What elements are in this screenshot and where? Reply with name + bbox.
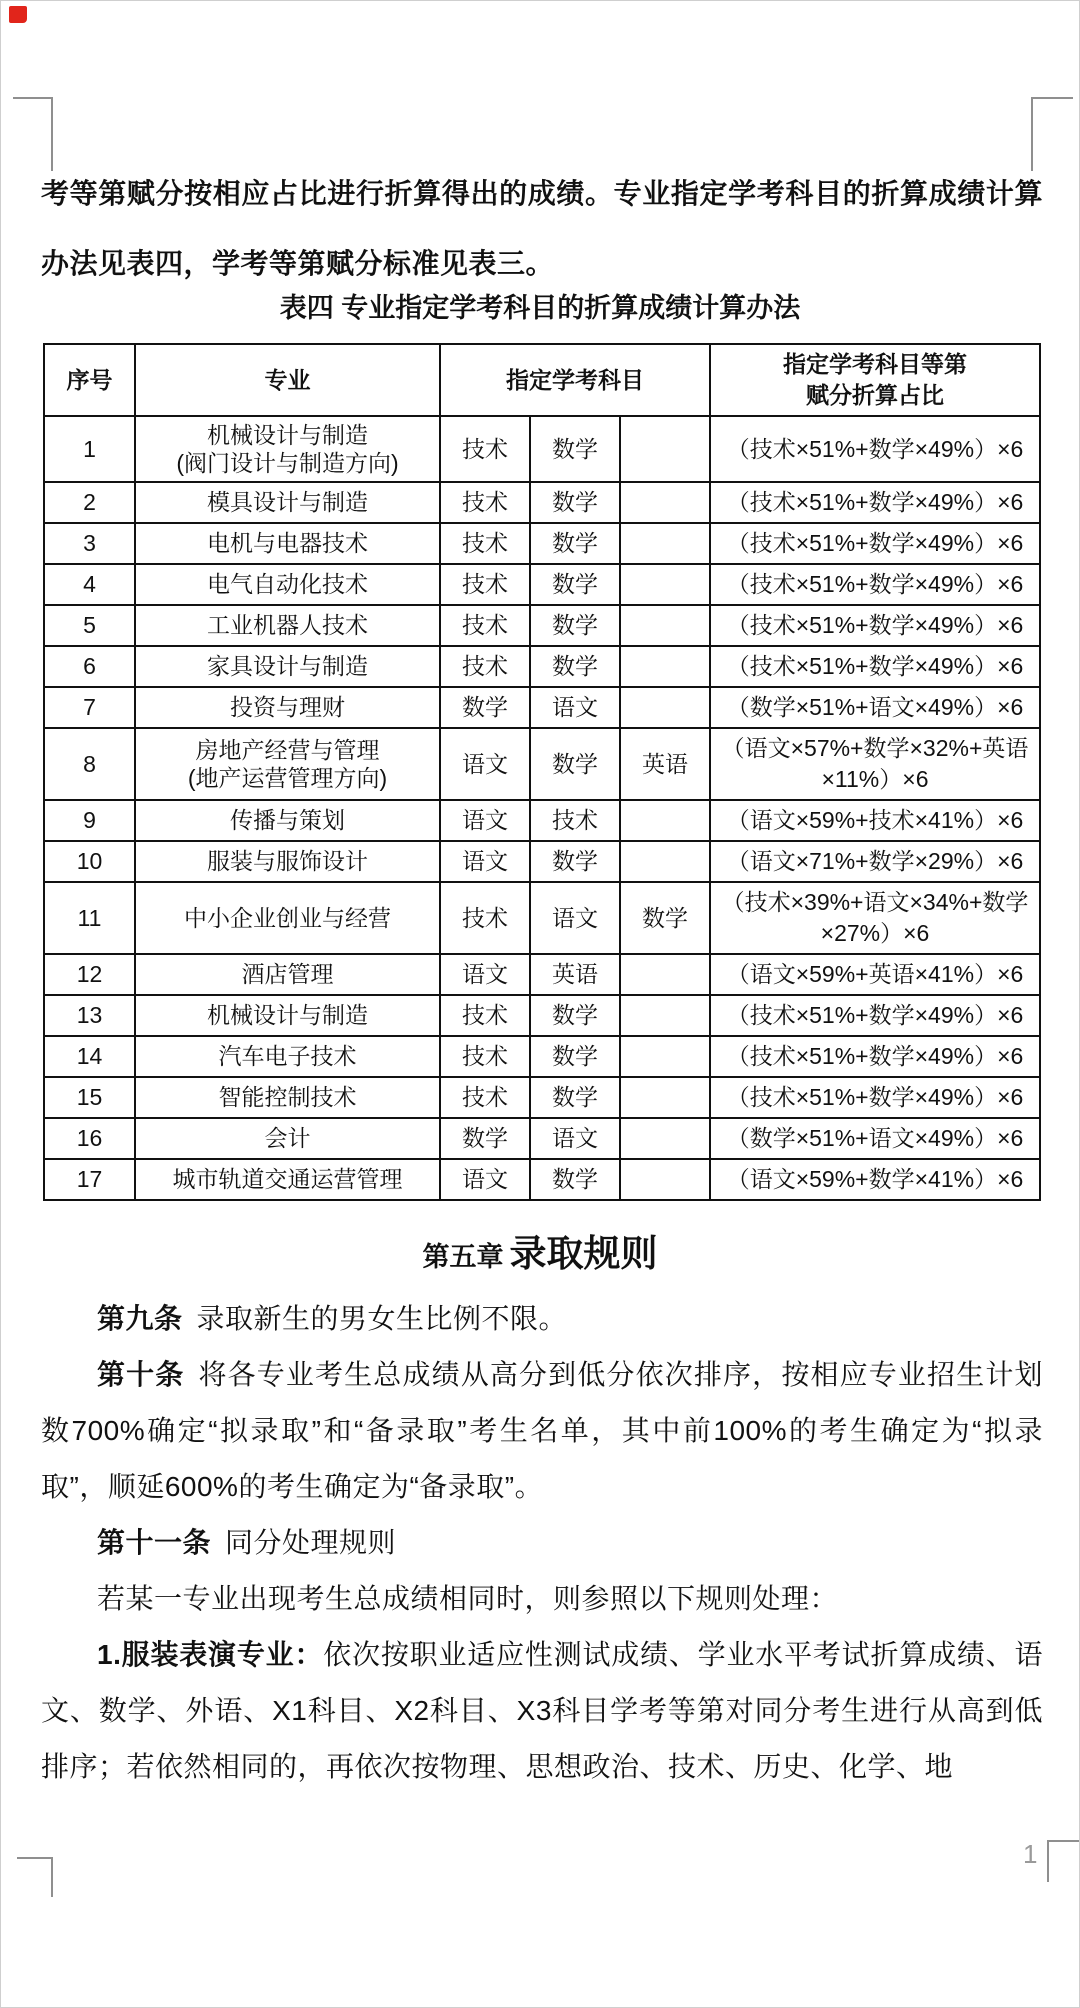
cell-major-direction: (阀门设计与制造方向) <box>176 450 399 476</box>
cell-major-name: 机械设计与制造 <box>207 1002 368 1028</box>
cell-major <box>135 1159 440 1200</box>
cell-no: 13 <box>44 995 135 1036</box>
cell-ratio: （技术×51%+数学×49%）×6 <box>710 482 1040 523</box>
cell-subject-3 <box>620 954 710 995</box>
table-row <box>44 954 1040 995</box>
cell-subject-1: 技术 <box>440 605 530 646</box>
cell-subject-2: 数学 <box>530 1077 620 1118</box>
cell-subject-1: 数学 <box>440 687 530 728</box>
cell-no: 11 <box>44 882 135 954</box>
cell-subject-3 <box>620 1159 710 1200</box>
cell-ratio: （技术×39%+语文×34%+数学×27%）×6 <box>710 882 1040 954</box>
cell-ratio: （语文×57%+数学×32%+英语×11%）×6 <box>710 728 1040 800</box>
cell-major <box>135 646 440 687</box>
table-row <box>44 523 1040 564</box>
cell-major <box>135 1036 440 1077</box>
cell-subject-2: 技术 <box>530 800 620 841</box>
cell-subject-2: 数学 <box>530 482 620 523</box>
cell-major-direction: (地产运营管理方向) <box>187 765 388 791</box>
cell-subject-2: 数学 <box>530 1159 620 1200</box>
article-10 <box>41 1347 1043 1515</box>
cell-no: 6 <box>44 646 135 687</box>
cell-subject-1: 技术 <box>440 482 530 523</box>
cell-subject-3 <box>620 605 710 646</box>
cell-major-name: 酒店管理 <box>241 961 334 987</box>
crop-mark-bottom-left <box>17 1857 53 1859</box>
crop-mark-top-right <box>1031 97 1073 99</box>
cell-no: 7 <box>44 687 135 728</box>
cell-subject-2: 数学 <box>530 995 620 1036</box>
table-row <box>44 882 1040 954</box>
cell-no: 17 <box>44 1159 135 1200</box>
article-11-text: 同分处理规则 <box>225 1527 397 1558</box>
cell-ratio: （技术×51%+数学×49%）×6 <box>710 1036 1040 1077</box>
cell-subject-2: 数学 <box>530 728 620 800</box>
cell-major <box>135 882 440 954</box>
cell-subject-3 <box>620 800 710 841</box>
cell-major-name: 电机与电器技术 <box>207 530 368 556</box>
crop-mark-top-left <box>13 97 53 99</box>
cell-subject-1: 数学 <box>440 1118 530 1159</box>
rule-1 <box>41 1627 1043 1795</box>
cell-subject-1: 技术 <box>440 882 530 954</box>
table-row <box>44 416 1040 482</box>
cell-no: 3 <box>44 523 135 564</box>
cell-no: 1 <box>44 416 135 482</box>
cell-subject-1: 技术 <box>440 1036 530 1077</box>
cell-major <box>135 728 440 800</box>
cell-subject-1: 技术 <box>440 416 530 482</box>
cell-ratio: （语文×71%+数学×29%）×6 <box>710 841 1040 882</box>
article-11 <box>41 1515 1043 1571</box>
cell-subject-1: 技术 <box>440 995 530 1036</box>
cell-ratio: （技术×51%+数学×49%）×6 <box>710 523 1040 564</box>
cell-subject-2: 语文 <box>530 882 620 954</box>
cell-subject-2: 数学 <box>530 1036 620 1077</box>
cell-no: 9 <box>44 800 135 841</box>
cell-subject-2: 英语 <box>530 954 620 995</box>
header-ratio-line2: 赋分折算占比 <box>806 382 944 408</box>
header-subjects: 指定学考科目 <box>440 344 710 416</box>
cell-subject-3 <box>620 416 710 482</box>
cell-no: 4 <box>44 564 135 605</box>
cell-subject-2: 数学 <box>530 523 620 564</box>
cell-major <box>135 841 440 882</box>
cell-subject-3 <box>620 687 710 728</box>
cell-subject-1: 技术 <box>440 523 530 564</box>
chapter-heading <box>1 1223 1079 1277</box>
article-10-label: 第十条 <box>97 1359 185 1390</box>
cell-major-name: 服装与服饰设计 <box>207 848 368 874</box>
cell-major-name: 传播与策划 <box>230 807 345 833</box>
article-9-text: 录取新生的男女生比例不限。 <box>196 1303 568 1334</box>
cell-subject-3 <box>620 1036 710 1077</box>
page-number: 1 <box>1023 1839 1038 1869</box>
cell-subject-2: 数学 <box>530 564 620 605</box>
table-row <box>44 728 1040 800</box>
cell-subject-2: 数学 <box>530 416 620 482</box>
chapter-title: 录取规则 <box>509 1233 658 1274</box>
red-corner-icon <box>9 6 27 23</box>
table-row <box>44 1077 1040 1118</box>
cell-subject-3: 数学 <box>620 882 710 954</box>
crop-mark-bottom-right <box>1047 1840 1079 1842</box>
cell-major-name: 家具设计与制造 <box>207 653 368 679</box>
header-no: 序号 <box>44 344 135 416</box>
table-row <box>44 564 1040 605</box>
table-row <box>44 482 1040 523</box>
cell-major-name: 投资与理财 <box>230 694 345 720</box>
cell-major <box>135 800 440 841</box>
cell-major-name: 汽车电子技术 <box>218 1043 357 1069</box>
cell-subject-2: 数学 <box>530 605 620 646</box>
cell-major <box>135 523 440 564</box>
cell-ratio: （技术×51%+数学×49%）×6 <box>710 416 1040 482</box>
cell-major <box>135 1118 440 1159</box>
cell-major-name: 模具设计与制造 <box>207 489 368 515</box>
article-10-text: 将各专业考生总成绩从高分到低分依次排序，按相应专业招生计划数700%确定“拟录取”和“备录取”考生名单，其中前100%的考生确定为“拟录取”，顺延600%的考生确定为“备录取”。 <box>41 1359 1043 1502</box>
cell-ratio: （技术×51%+数学×49%）×6 <box>710 564 1040 605</box>
article-11-label: 第十一条 <box>97 1527 212 1558</box>
rule-1-label: 1.服装表演专业： <box>97 1639 324 1670</box>
cell-ratio: （语文×59%+技术×41%）×6 <box>710 800 1040 841</box>
cell-ratio: （数学×51%+语文×49%）×6 <box>710 1118 1040 1159</box>
chapter-label: 第五章 <box>422 1242 504 1272</box>
cell-major <box>135 954 440 995</box>
cell-major-name: 电气自动化技术 <box>207 571 368 597</box>
cell-subject-3: 英语 <box>620 728 710 800</box>
article-9-label: 第九条 <box>97 1303 183 1334</box>
table-row <box>44 1159 1040 1200</box>
cell-subject-2: 数学 <box>530 841 620 882</box>
intro-paragraph: 考等第赋分按相应占比进行折算得出的成绩。专业指定学考科目的折算成绩计算办法见表四，学考等第赋分标准见表三。 <box>41 178 1043 279</box>
cell-subject-3 <box>620 564 710 605</box>
cell-no: 8 <box>44 728 135 800</box>
cell-major <box>135 605 440 646</box>
cell-ratio: （技术×51%+数学×49%）×6 <box>710 1077 1040 1118</box>
table-header-row <box>44 344 1040 416</box>
cell-ratio: （语文×59%+英语×41%）×6 <box>710 954 1040 995</box>
cell-subject-3 <box>620 1118 710 1159</box>
cell-subject-1: 语文 <box>440 800 530 841</box>
cell-no: 15 <box>44 1077 135 1118</box>
cell-ratio: （数学×51%+语文×49%）×6 <box>710 687 1040 728</box>
cell-major-name: 会计 <box>264 1125 311 1151</box>
table-row <box>44 841 1040 882</box>
cell-subject-3 <box>620 523 710 564</box>
cell-major-name: 工业机器人技术 <box>207 612 368 638</box>
cell-major-name: 智能控制技术 <box>218 1084 357 1110</box>
cell-major-name: 中小企业创业与经营 <box>184 904 391 931</box>
table-row <box>44 605 1040 646</box>
cell-subject-1: 语文 <box>440 954 530 995</box>
rules-section <box>41 1291 1043 1795</box>
cell-no: 10 <box>44 841 135 882</box>
table-row <box>44 1036 1040 1077</box>
article-9 <box>41 1291 1043 1347</box>
cell-subject-3 <box>620 482 710 523</box>
cell-major <box>135 1077 440 1118</box>
cell-no: 12 <box>44 954 135 995</box>
cell-subject-1: 技术 <box>440 646 530 687</box>
cell-subject-2: 数学 <box>530 646 620 687</box>
cell-subject-1: 语文 <box>440 1159 530 1200</box>
cell-ratio: （语文×59%+数学×41%）×6 <box>710 1159 1040 1200</box>
crop-mark-bottom-left <box>51 1857 53 1897</box>
cell-subject-3 <box>620 841 710 882</box>
rule-1-text: 依次按职业适应性测试成绩、学业水平考试折算成绩、语文、数学、外语、X1科目、X2科目、X3科目学考等第对同分考生进行从高到低排序；若依然相同的，再依次按物理、思想政治、技术、历史、化学、地 <box>41 1639 1043 1782</box>
subject-conversion-table <box>43 343 1041 1201</box>
table-title: 表四 专业指定学考科目的折算成绩计算办法 <box>279 293 801 323</box>
cell-major-name: 机械设计与制造 <box>207 422 368 448</box>
cell-no: 16 <box>44 1118 135 1159</box>
crop-mark-bottom-right <box>1047 1840 1049 1882</box>
header-ratio <box>710 344 1040 416</box>
cell-major-name: 房地产经营与管理 <box>195 737 380 763</box>
cell-subject-2: 语文 <box>530 687 620 728</box>
cell-subject-3 <box>620 1077 710 1118</box>
table-row <box>44 995 1040 1036</box>
cell-no: 5 <box>44 605 135 646</box>
cell-subject-3 <box>620 646 710 687</box>
cell-subject-1: 语文 <box>440 728 530 800</box>
table-row <box>44 646 1040 687</box>
cell-ratio: （技术×51%+数学×49%）×6 <box>710 605 1040 646</box>
cell-major <box>135 687 440 728</box>
cell-subject-2: 语文 <box>530 1118 620 1159</box>
cell-subject-1: 技术 <box>440 564 530 605</box>
header-major: 专业 <box>135 344 440 416</box>
cell-major <box>135 416 440 482</box>
cell-major <box>135 564 440 605</box>
table-row <box>44 687 1040 728</box>
cell-subject-1: 技术 <box>440 1077 530 1118</box>
header-ratio-line1: 指定学考科目等第 <box>783 351 967 377</box>
table-row <box>44 1118 1040 1159</box>
cell-ratio: （技术×51%+数学×49%）×6 <box>710 995 1040 1036</box>
table-row <box>44 800 1040 841</box>
cell-major <box>135 482 440 523</box>
same-score-intro: 若某一专业出现考生总成绩相同时，则参照以下规则处理： <box>97 1583 839 1614</box>
cell-subject-1: 语文 <box>440 841 530 882</box>
cell-major <box>135 995 440 1036</box>
cell-major-name: 城市轨道交通运营管理 <box>172 1166 403 1192</box>
cell-no: 14 <box>44 1036 135 1077</box>
cell-no: 2 <box>44 482 135 523</box>
cell-ratio: （技术×51%+数学×49%）×6 <box>710 646 1040 687</box>
cell-subject-3 <box>620 995 710 1036</box>
